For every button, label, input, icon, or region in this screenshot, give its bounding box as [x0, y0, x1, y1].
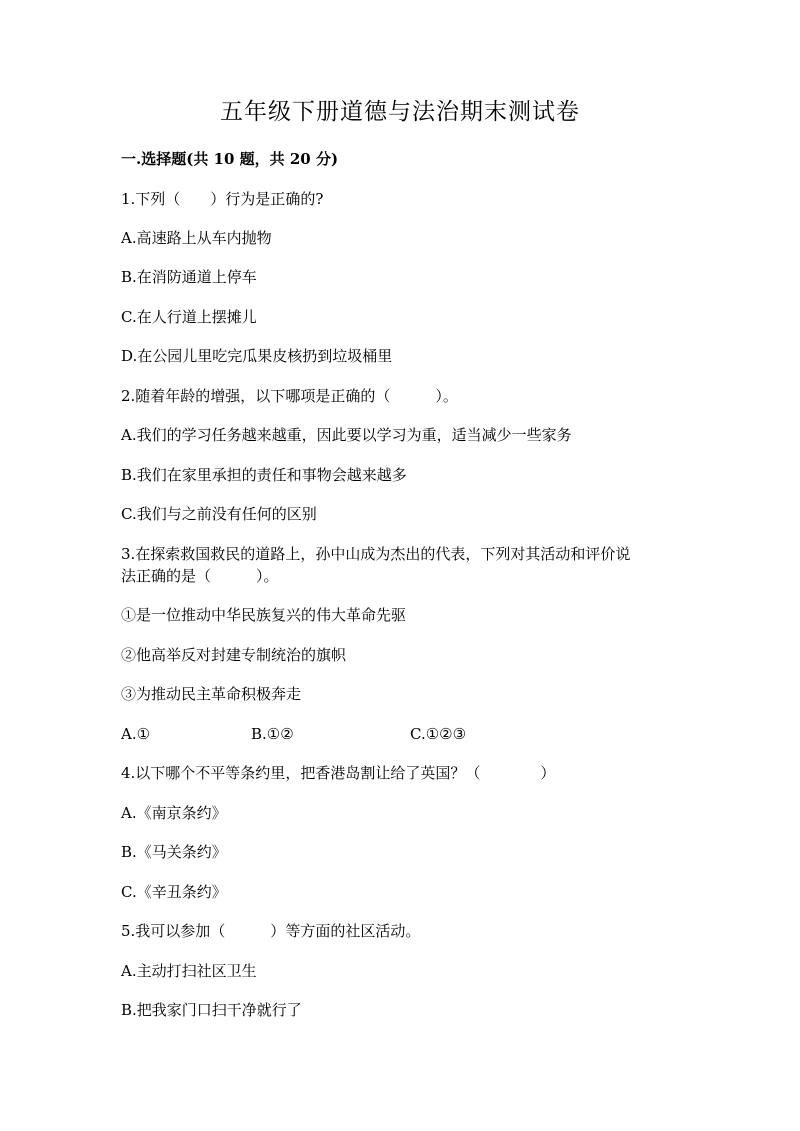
question-3-stem-line-2: 法正确的是（ ）。: [121, 567, 279, 585]
question-5-option-b: B.把我家门口扫干净就行了: [121, 1001, 302, 1019]
question-3-option-a: A.①: [121, 725, 151, 743]
question-3-statement-3: ③为推动民主革命积极奔走: [121, 685, 302, 703]
question-3-stem-line-1: 3.在探索救国救民的道路上，孙中山成为杰出的代表，下列对其活动和评价说: [121, 545, 631, 563]
page-title: 五年级下册道德与法治期末测试卷: [220, 99, 580, 125]
question-3-option-b: B.①②: [251, 725, 294, 743]
question-4-option-c: C.《辛丑条约》: [121, 883, 227, 901]
question-3-statement-1: ①是一位推动中华民族复兴的伟大革命先驱: [121, 606, 407, 624]
question-2-stem: 2.随着年龄的增强，以下哪项是正确的（ ）。: [121, 387, 458, 405]
question-1-option-b: B.在消防通道上停车: [121, 268, 257, 286]
question-1-option-c: C.在人行道上摆摊儿: [121, 308, 257, 326]
question-3-option-c: C.①②③: [410, 725, 467, 743]
question-3-statement-2: ②他高举反对封建专制统治的旗帜: [121, 646, 347, 664]
question-4-option-a: A.《南京条约》: [121, 804, 227, 822]
question-1-stem: 1.下列（ ）行为是正确的?: [121, 190, 324, 208]
question-2-option-c: C.我们与之前没有任何的区别: [121, 505, 317, 523]
question-5-stem: 5.我可以参加（ ）等方面的社区活动。: [121, 922, 421, 940]
question-4-option-b: B.《马关条约》: [121, 843, 227, 861]
question-3-options: [121, 723, 681, 745]
question-2-option-a: A.我们的学习任务越来越重，因此要以学习为重，适当减少一些家务: [121, 426, 572, 444]
question-5-option-a: A.主动打扫社区卫生: [121, 962, 257, 980]
question-4-stem: 4.以下哪个不平等条约里，把香港岛割让给了英国？（ ）: [121, 764, 556, 782]
question-1-option-d: D.在公园儿里吃完瓜果皮核扔到垃圾桶里: [121, 347, 393, 365]
section-heading: 一.选择题(共 10 题，共 20 分): [121, 150, 339, 168]
question-1-option-a: A.高速路上从车内抛物: [121, 229, 272, 247]
question-2-option-b: B.我们在家里承担的责任和事物会越来越多: [121, 466, 407, 484]
